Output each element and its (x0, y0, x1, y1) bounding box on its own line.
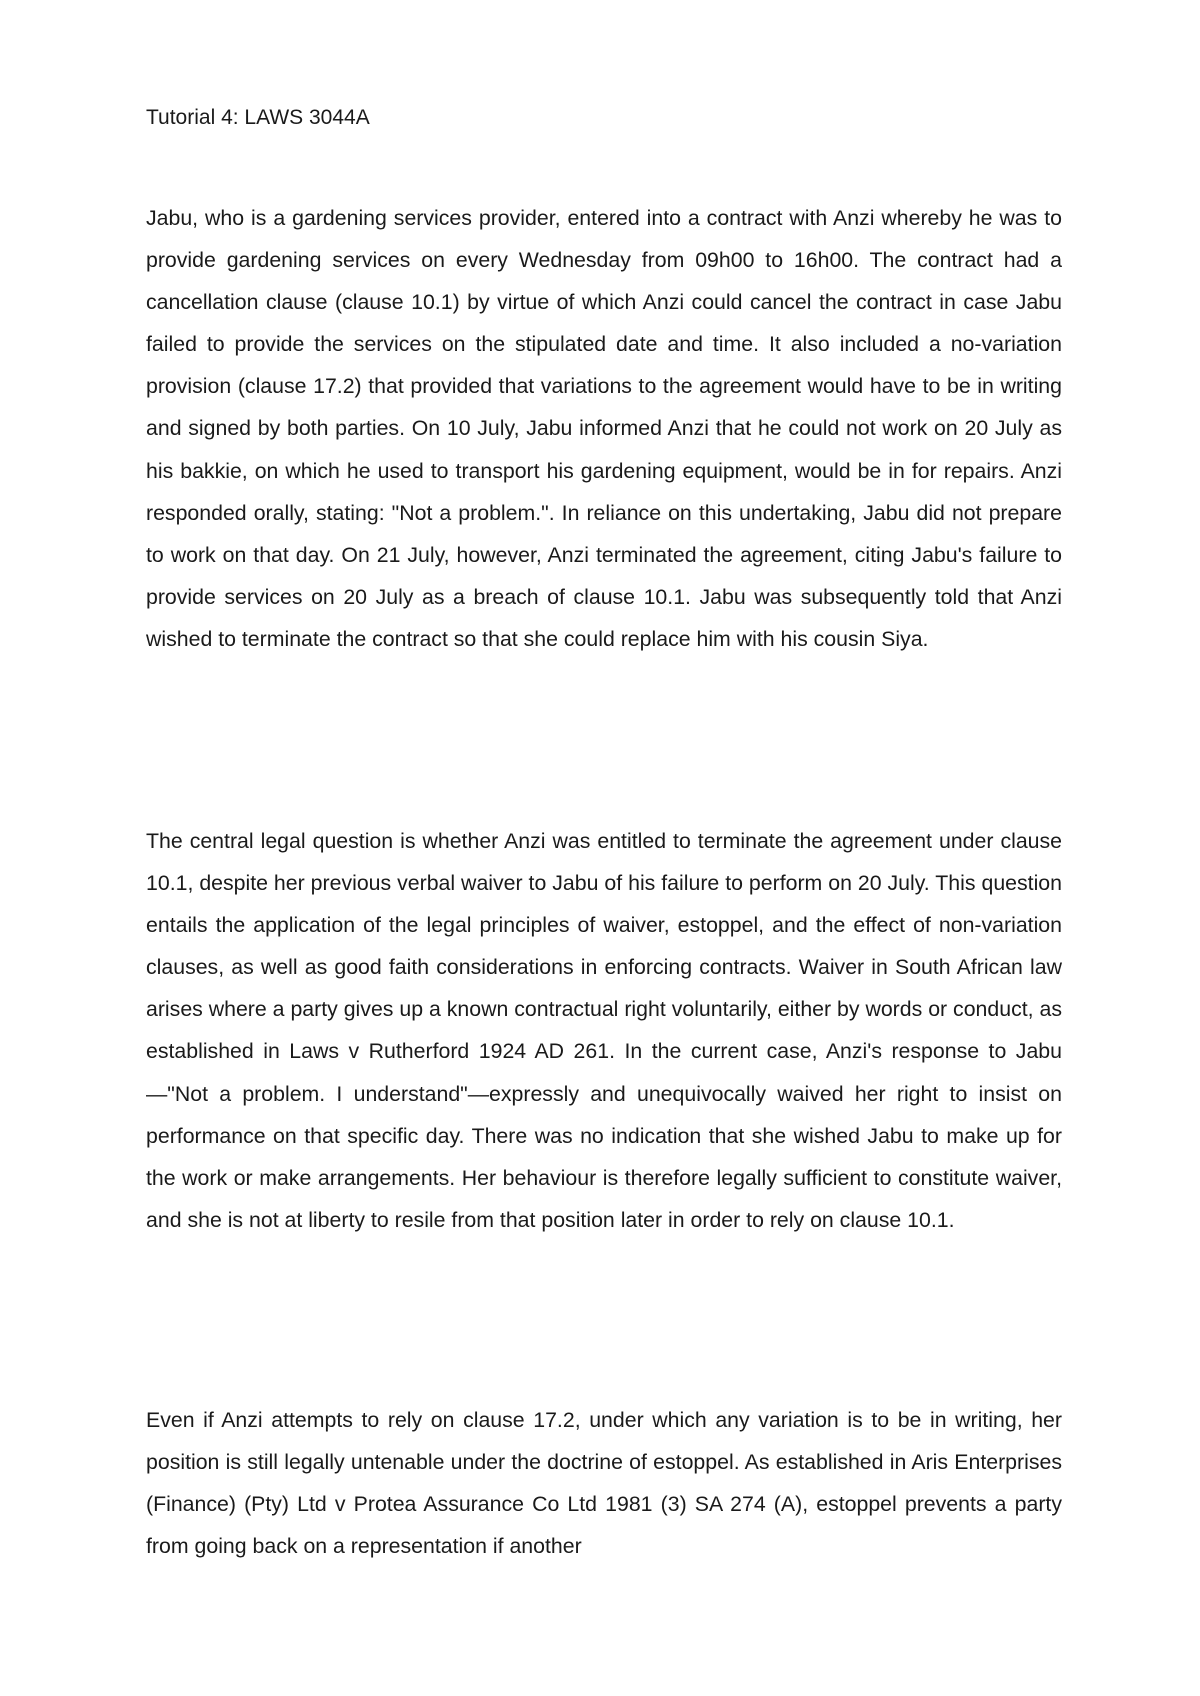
paragraph-legal-question: The central legal question is whether Anzi was entitled to terminate the agreement under clause 10.1, despite her previous verbal waiver to Jabu of his failure to perform on 20 July. This question entails the application of the legal principles of waiver, estoppel, and the effect of non-variation clauses, as well as good faith considerations in enforcing contracts. Waiver in South African law arises where a party gives up a known contractual right voluntarily, either by words or conduct, as established in Laws v Rutherford 1924 AD 261. In the current case, Anzi's response to Jabu—"Not a problem. I understand"—expressly and unequivocally waived her right to insist on performance on that specific day. There was no indication that she wished Jabu to make up for the work or make arrangements. Her behaviour is therefore legally sufficient to constitute waiver, and she is not at liberty to resile from that position later in order to rely on clause 10.1. (146, 829, 1062, 1232)
paragraph-facts: Jabu, who is a gardening services provider, entered into a contract with Anzi whereby he was to provide gardening services on every Wednesday from 09h00 to 16h00. The contract had a cancellation clause (clause 10.1) by virtue of which Anzi could cancel the contract in case Jabu failed to provide the services on the stipulated date and time. It also included a no-variation provision (clause 17.2) that provided that variations to the agreement would have to be in writing and signed by both parties. On 10 July, Jabu informed Anzi that he could not work on 20 July as his bakkie, on which he used to transport his gardening equipment, would be in for repairs. Anzi responded orally, stating: "Not a problem.". In reliance on this undertaking, Jabu did not prepare to work on that day. On 21 July, however, Anzi terminated the agreement, citing Jabu's failure to provide services on 20 July as a breach of clause 10.1. Jabu was subsequently told that Anzi wished to terminate the contract so that she could replace him with his cousin Siya. (146, 206, 1062, 651)
document-title: Tutorial 4: LAWS 3044A (146, 106, 370, 129)
paragraph-estoppel: Even if Anzi attempts to rely on clause 17.2, under which any variation is to be in writing, her position is still legally untenable under the doctrine of estoppel. As established in Aris Enterprises (Finance) (Pty) Ltd v Protea Assurance Co Ltd 1981 (3) SA 274 (A), estoppel prevents a party from going back on a representation if another (146, 1408, 1062, 1559)
